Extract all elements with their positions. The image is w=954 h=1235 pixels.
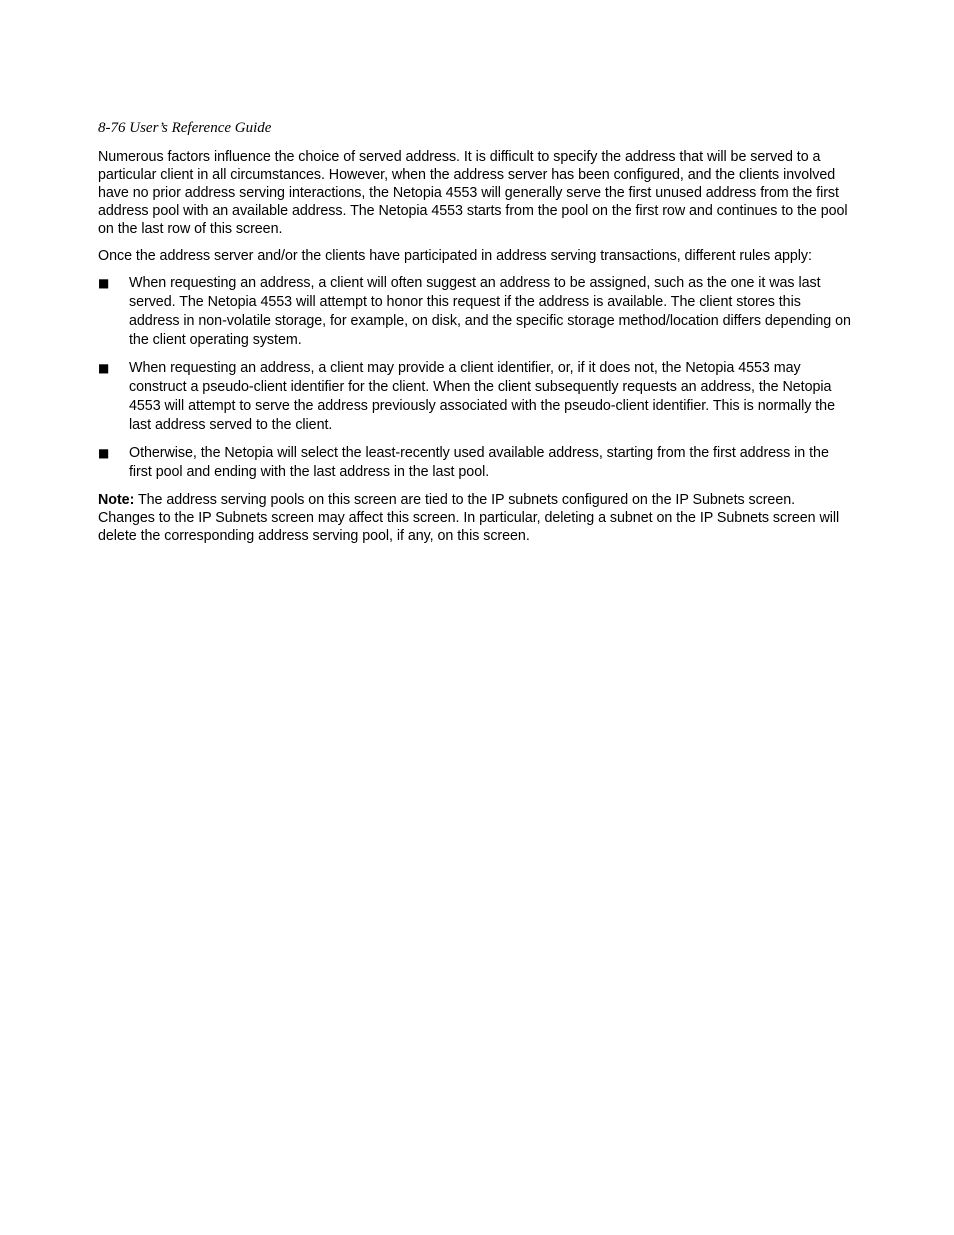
list-item: [98, 444, 854, 482]
list-item: [98, 274, 854, 350]
rules-bullet-list: [98, 274, 854, 482]
square-bullet-icon: ■: [98, 276, 110, 290]
paragraph-served-address-factors: Numerous factors influence the choice of served address. It is difficult to specify the address that will be served to a particular client in all circumstances. However, when the address server has been configured, and the clients involved have no prior address serving interactions, the Netopia 4553 will generally serve the first unused address from the first address pool with an available address. The Netopia 4553 starts from the pool on the first row and continues to the pool on the last row of this screen.: [98, 149, 848, 237]
paragraph-rules-intro: Once the address server and/or the clients have participated in address serving transactions, different rules apply:: [98, 248, 812, 264]
list-item-text: When requesting an address, a client will often suggest an address to be assigned, such as the one it was last served. The Netopia 4553 will attempt to honor this request if the address is available. The client stores this address in non-volatile storage, for example, on disk, and the specific storage method/location differs depending on the client operating system.: [129, 275, 851, 348]
note-paragraph: [98, 491, 854, 545]
list-item-text: Otherwise, the Netopia will select the least-recently used available address, starting from the first address in the first pool and ending with the last address in the last pool.: [129, 445, 829, 480]
square-bullet-icon: ■: [98, 361, 110, 375]
running-header: 8-76 User’s Reference Guide: [98, 120, 272, 136]
document-page: [98, 118, 854, 554]
square-bullet-icon: ■: [98, 446, 110, 460]
list-item-text: When requesting an address, a client may provide a client identifier, or, if it does not, the Netopia 4553 may construct a pseudo-client identifier for the client. When the client subsequently requests an address, the Netopia 4553 will attempt to serve the address previously associated with the pseudo-client identifier. This is normally the last address served to the client.: [129, 360, 835, 433]
note-label: Note:: [98, 492, 135, 508]
list-item: [98, 359, 854, 435]
note-text: The address serving pools on this screen are tied to the IP subnets configured on the IP Subnets screen. Changes to the IP Subnets screen may affect this screen. In particular, deleting a subnet on the IP Subnets screen will delete the corresponding address serving pool, if any, on this screen.: [98, 492, 840, 544]
